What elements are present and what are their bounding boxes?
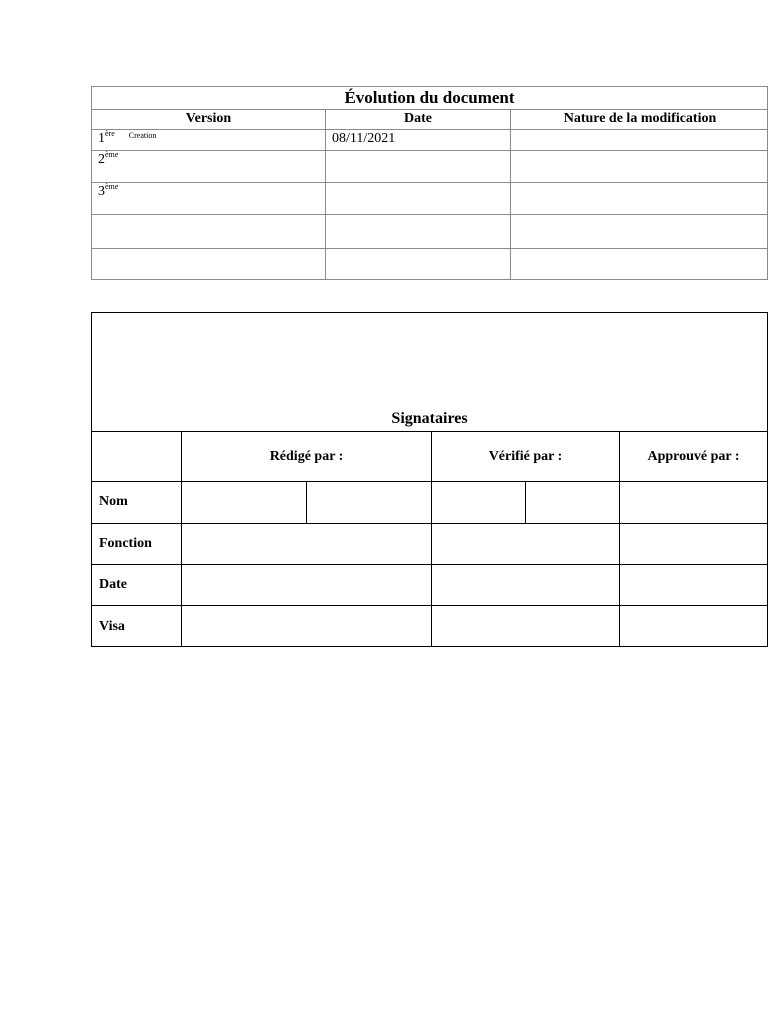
evolution-title: Évolution du document xyxy=(344,88,515,107)
table-row xyxy=(92,182,767,214)
version-cell[interactable] xyxy=(92,130,325,150)
version-cell[interactable] xyxy=(92,151,325,182)
nature-cell[interactable] xyxy=(510,151,768,182)
header-version: Version xyxy=(185,111,232,126)
row-label-date: Date xyxy=(99,577,127,592)
version-number: 1 xyxy=(98,131,105,146)
version-ordinal: ère xyxy=(105,129,115,138)
date-cell[interactable] xyxy=(325,215,510,248)
divider xyxy=(525,481,526,523)
date-cell[interactable] xyxy=(325,249,510,279)
divider xyxy=(92,481,767,482)
version-ordinal: ème xyxy=(105,150,119,159)
row-label-visa: Visa xyxy=(99,619,125,634)
nature-cell[interactable] xyxy=(510,183,768,214)
header-approuve-par: Approuvé par : xyxy=(647,449,740,464)
nature-cell[interactable] xyxy=(510,130,768,150)
version-cell[interactable] xyxy=(92,215,325,248)
header-verifie-par: Vérifié par : xyxy=(488,449,563,464)
version-number: 3 xyxy=(98,184,105,199)
divider xyxy=(92,523,767,524)
table-row xyxy=(92,248,767,279)
date-cell[interactable] xyxy=(325,151,510,182)
version-number: 2 xyxy=(98,152,105,167)
date-cell[interactable] xyxy=(325,183,510,214)
table-row xyxy=(92,129,767,150)
signatories-table xyxy=(91,312,768,647)
nature-cell[interactable] xyxy=(510,215,768,248)
date-cell[interactable]: 08/11/2021 xyxy=(325,130,510,150)
header-nature: Nature de la modification xyxy=(510,110,768,129)
version-ordinal: ème xyxy=(105,182,119,191)
header-redige-par: Rédigé par : xyxy=(269,449,344,464)
version-cell[interactable] xyxy=(92,183,325,214)
row-label-nom: Nom xyxy=(99,494,128,509)
signatories-title: Signataires xyxy=(391,410,468,427)
version-note: Creation xyxy=(128,131,157,140)
header-date: Date xyxy=(325,110,510,129)
table-row xyxy=(92,214,767,248)
document-evolution-table xyxy=(91,86,768,280)
evolution-header-row xyxy=(92,109,767,129)
nature-cell[interactable] xyxy=(510,249,768,279)
divider xyxy=(92,605,767,606)
divider xyxy=(92,431,767,432)
row-label-fonction: Fonction xyxy=(99,536,152,551)
divider xyxy=(92,564,767,565)
table-row xyxy=(92,150,767,182)
version-cell[interactable] xyxy=(92,249,325,279)
divider xyxy=(306,481,307,523)
